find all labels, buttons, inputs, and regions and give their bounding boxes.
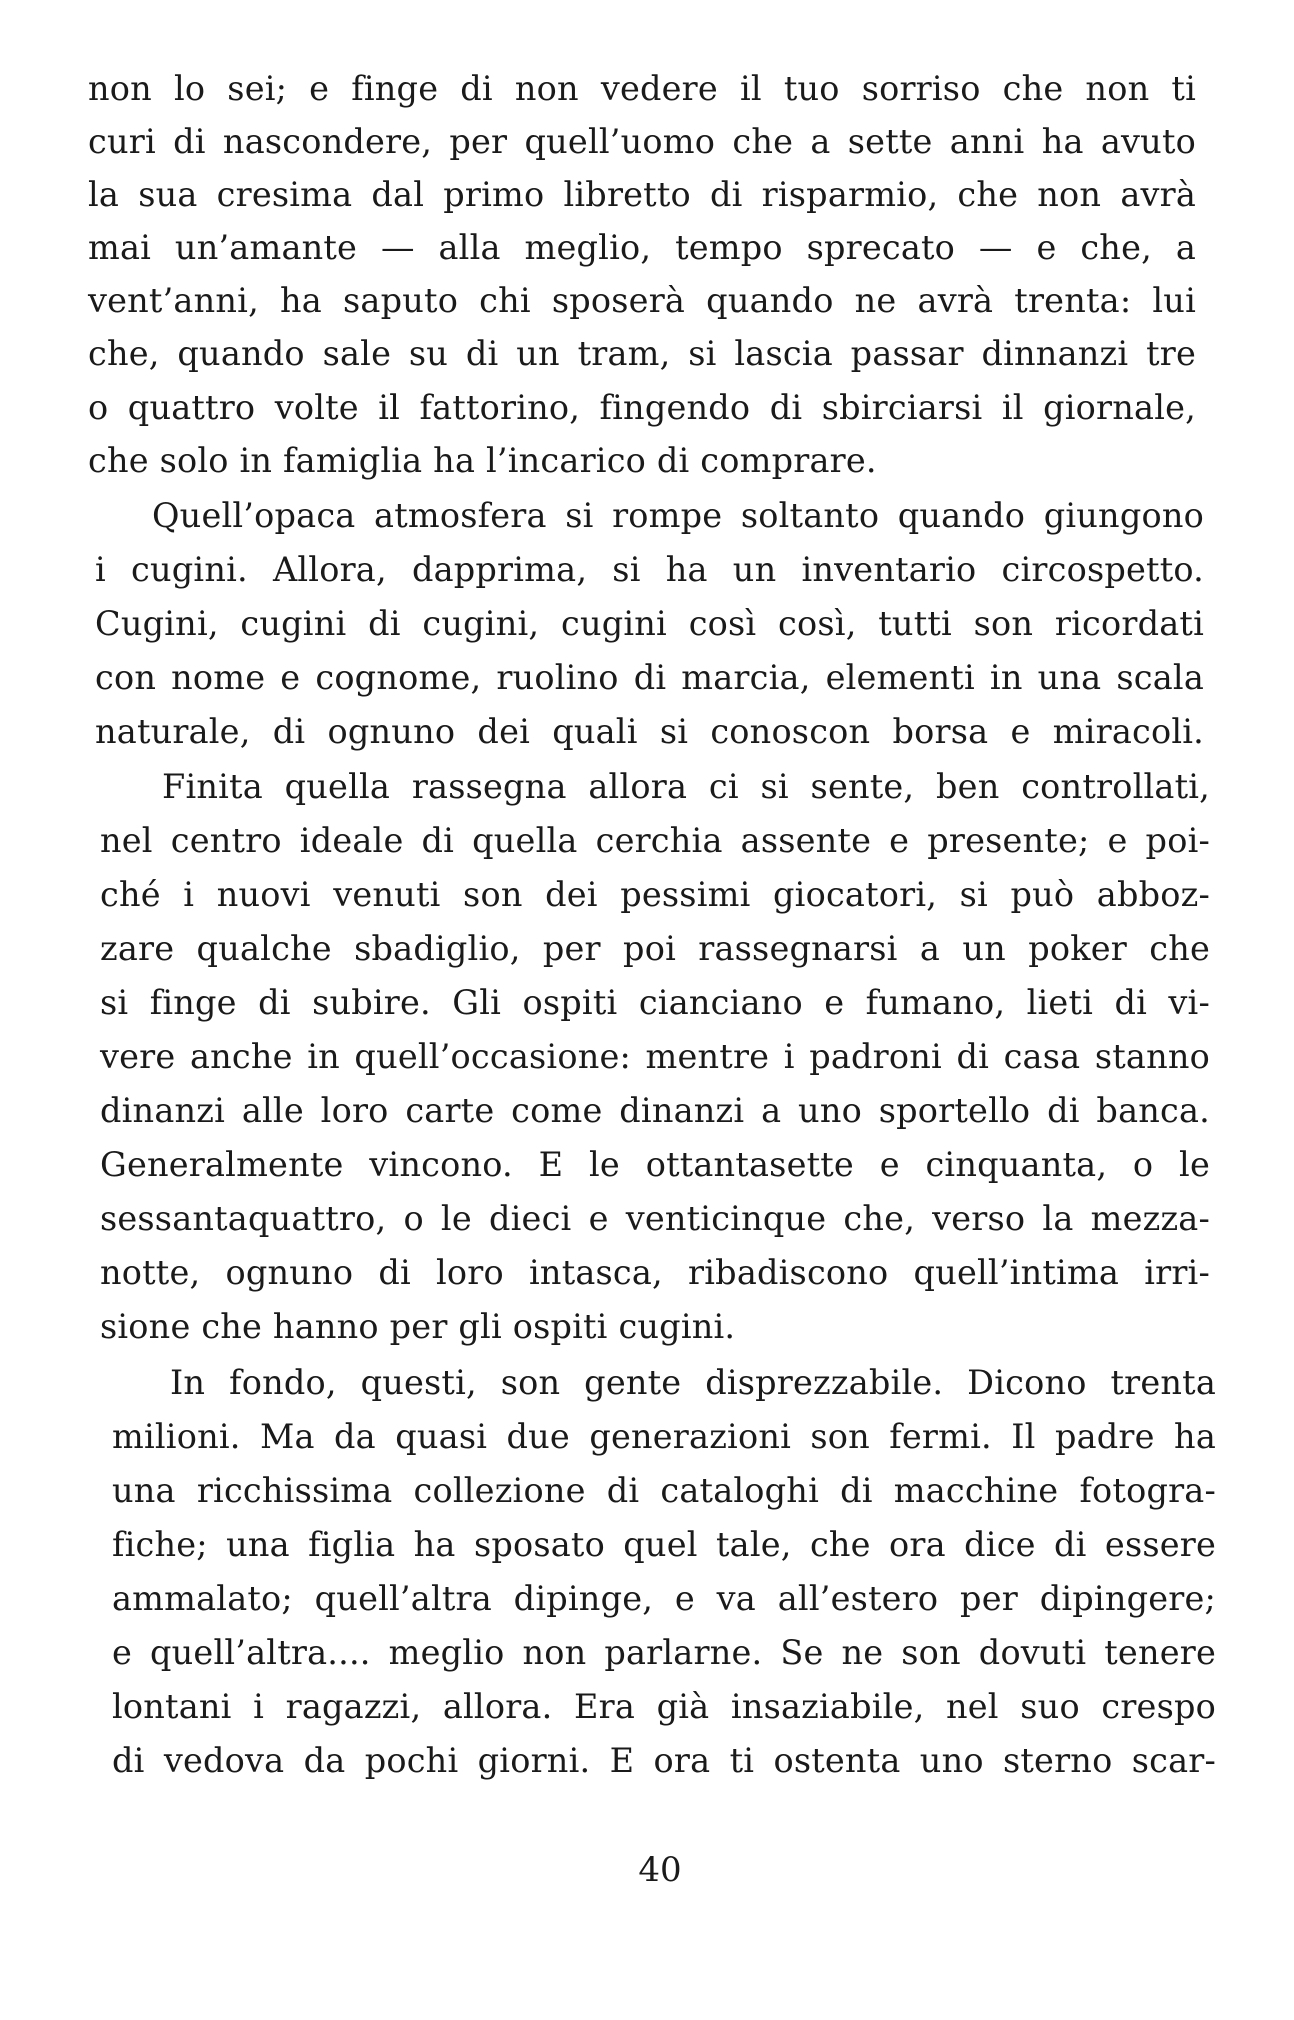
text-line: che solo in famiglia ha l’incarico di comprare.	[88, 441, 877, 480]
text-line: di vedova da pochi giorni. E ora ti ostenta uno sterno scar-	[112, 1741, 1216, 1780]
page-number: 40	[638, 1850, 682, 1890]
text-line: lontani i ragazzi, allora. Era già insaziabile, nel suo crespo	[112, 1687, 1216, 1726]
text-line: Generalmente vincono. E le ottantasette e cinquanta, o le	[100, 1145, 1210, 1184]
text-line: sessantaquattro, o le dieci e venticinque che, verso la mezza-	[100, 1199, 1210, 1238]
text-line: naturale, di ognuno dei quali si conoscon borsa e miracoli.	[95, 712, 1204, 751]
text-line: la sua cresima dal primo libretto di risparmio, che non avrà	[88, 175, 1196, 214]
text-line: sione che hanno per gli ospiti cugini.	[100, 1307, 736, 1346]
text-line: zare qualche sbadiglio, per poi rassegnarsi a un poker che	[100, 929, 1210, 968]
text-line: non lo sei; e finge di non vedere il tuo sorriso che non ti	[88, 69, 1196, 108]
text-line: una ricchissima collezione di cataloghi di macchine fotogra-	[112, 1471, 1216, 1510]
text-line: vere anche in quell’occasione: mentre i padroni di casa stanno	[100, 1037, 1210, 1076]
paragraph-first-line: Finita quella rassegna allora ci si sente, ben controllati,	[162, 767, 1210, 806]
text-line: mai un’amante — alla meglio, tempo sprecato — e che, a	[88, 228, 1196, 267]
paragraph-first-line: Quell’opaca atmosfera si rompe soltanto quando giungono	[152, 496, 1204, 535]
text-line: con nome e cognome, ruolino di marcia, elementi in una scala	[95, 658, 1204, 697]
text-line: fiche; una figlia ha sposato quel tale, che ora dice di essere	[112, 1525, 1216, 1564]
text-line: vent’anni, ha saputo chi sposerà quando ne avrà trenta: lui	[88, 281, 1196, 320]
text-line: notte, ognuno di loro intasca, ribadiscono quell’intima irri-	[100, 1253, 1210, 1292]
text-line: milioni. Ma da quasi due generazioni son fermi. Il padre ha	[112, 1417, 1216, 1456]
text-line: nel centro ideale di quella cerchia assente e presente; e poi-	[100, 821, 1210, 860]
text-line: curi di nascondere, per quell’uomo che a sette anni ha avuto	[88, 122, 1196, 161]
text-line: o quattro volte il fattorino, fingendo di sbirciarsi il giornale,	[88, 388, 1196, 427]
text-line: Cugini, cugini di cugini, cugini così così, tutti son ricordati	[95, 604, 1204, 643]
text-line: ammalato; quell’altra dipinge, e va all’estero per dipingere;	[112, 1579, 1216, 1618]
text-line: si finge di subire. Gli ospiti cianciano e fumano, lieti di vi-	[100, 983, 1210, 1022]
text-line: e quell’altra.... meglio non parlarne. Se ne son dovuti tenere	[112, 1633, 1216, 1672]
text-line: i cugini. Allora, dapprima, si ha un inventario circospetto.	[95, 550, 1204, 589]
text-line: che, quando sale su di un tram, si lascia passar dinnanzi tre	[88, 334, 1196, 373]
paragraph-first-line: In fondo, questi, son gente disprezzabile. Dicono trenta	[170, 1363, 1216, 1402]
text-line: ché i nuovi venuti son dei pessimi giocatori, si può abboz-	[100, 875, 1210, 914]
text-line: dinanzi alle loro carte come dinanzi a uno sportello di banca.	[100, 1091, 1210, 1130]
